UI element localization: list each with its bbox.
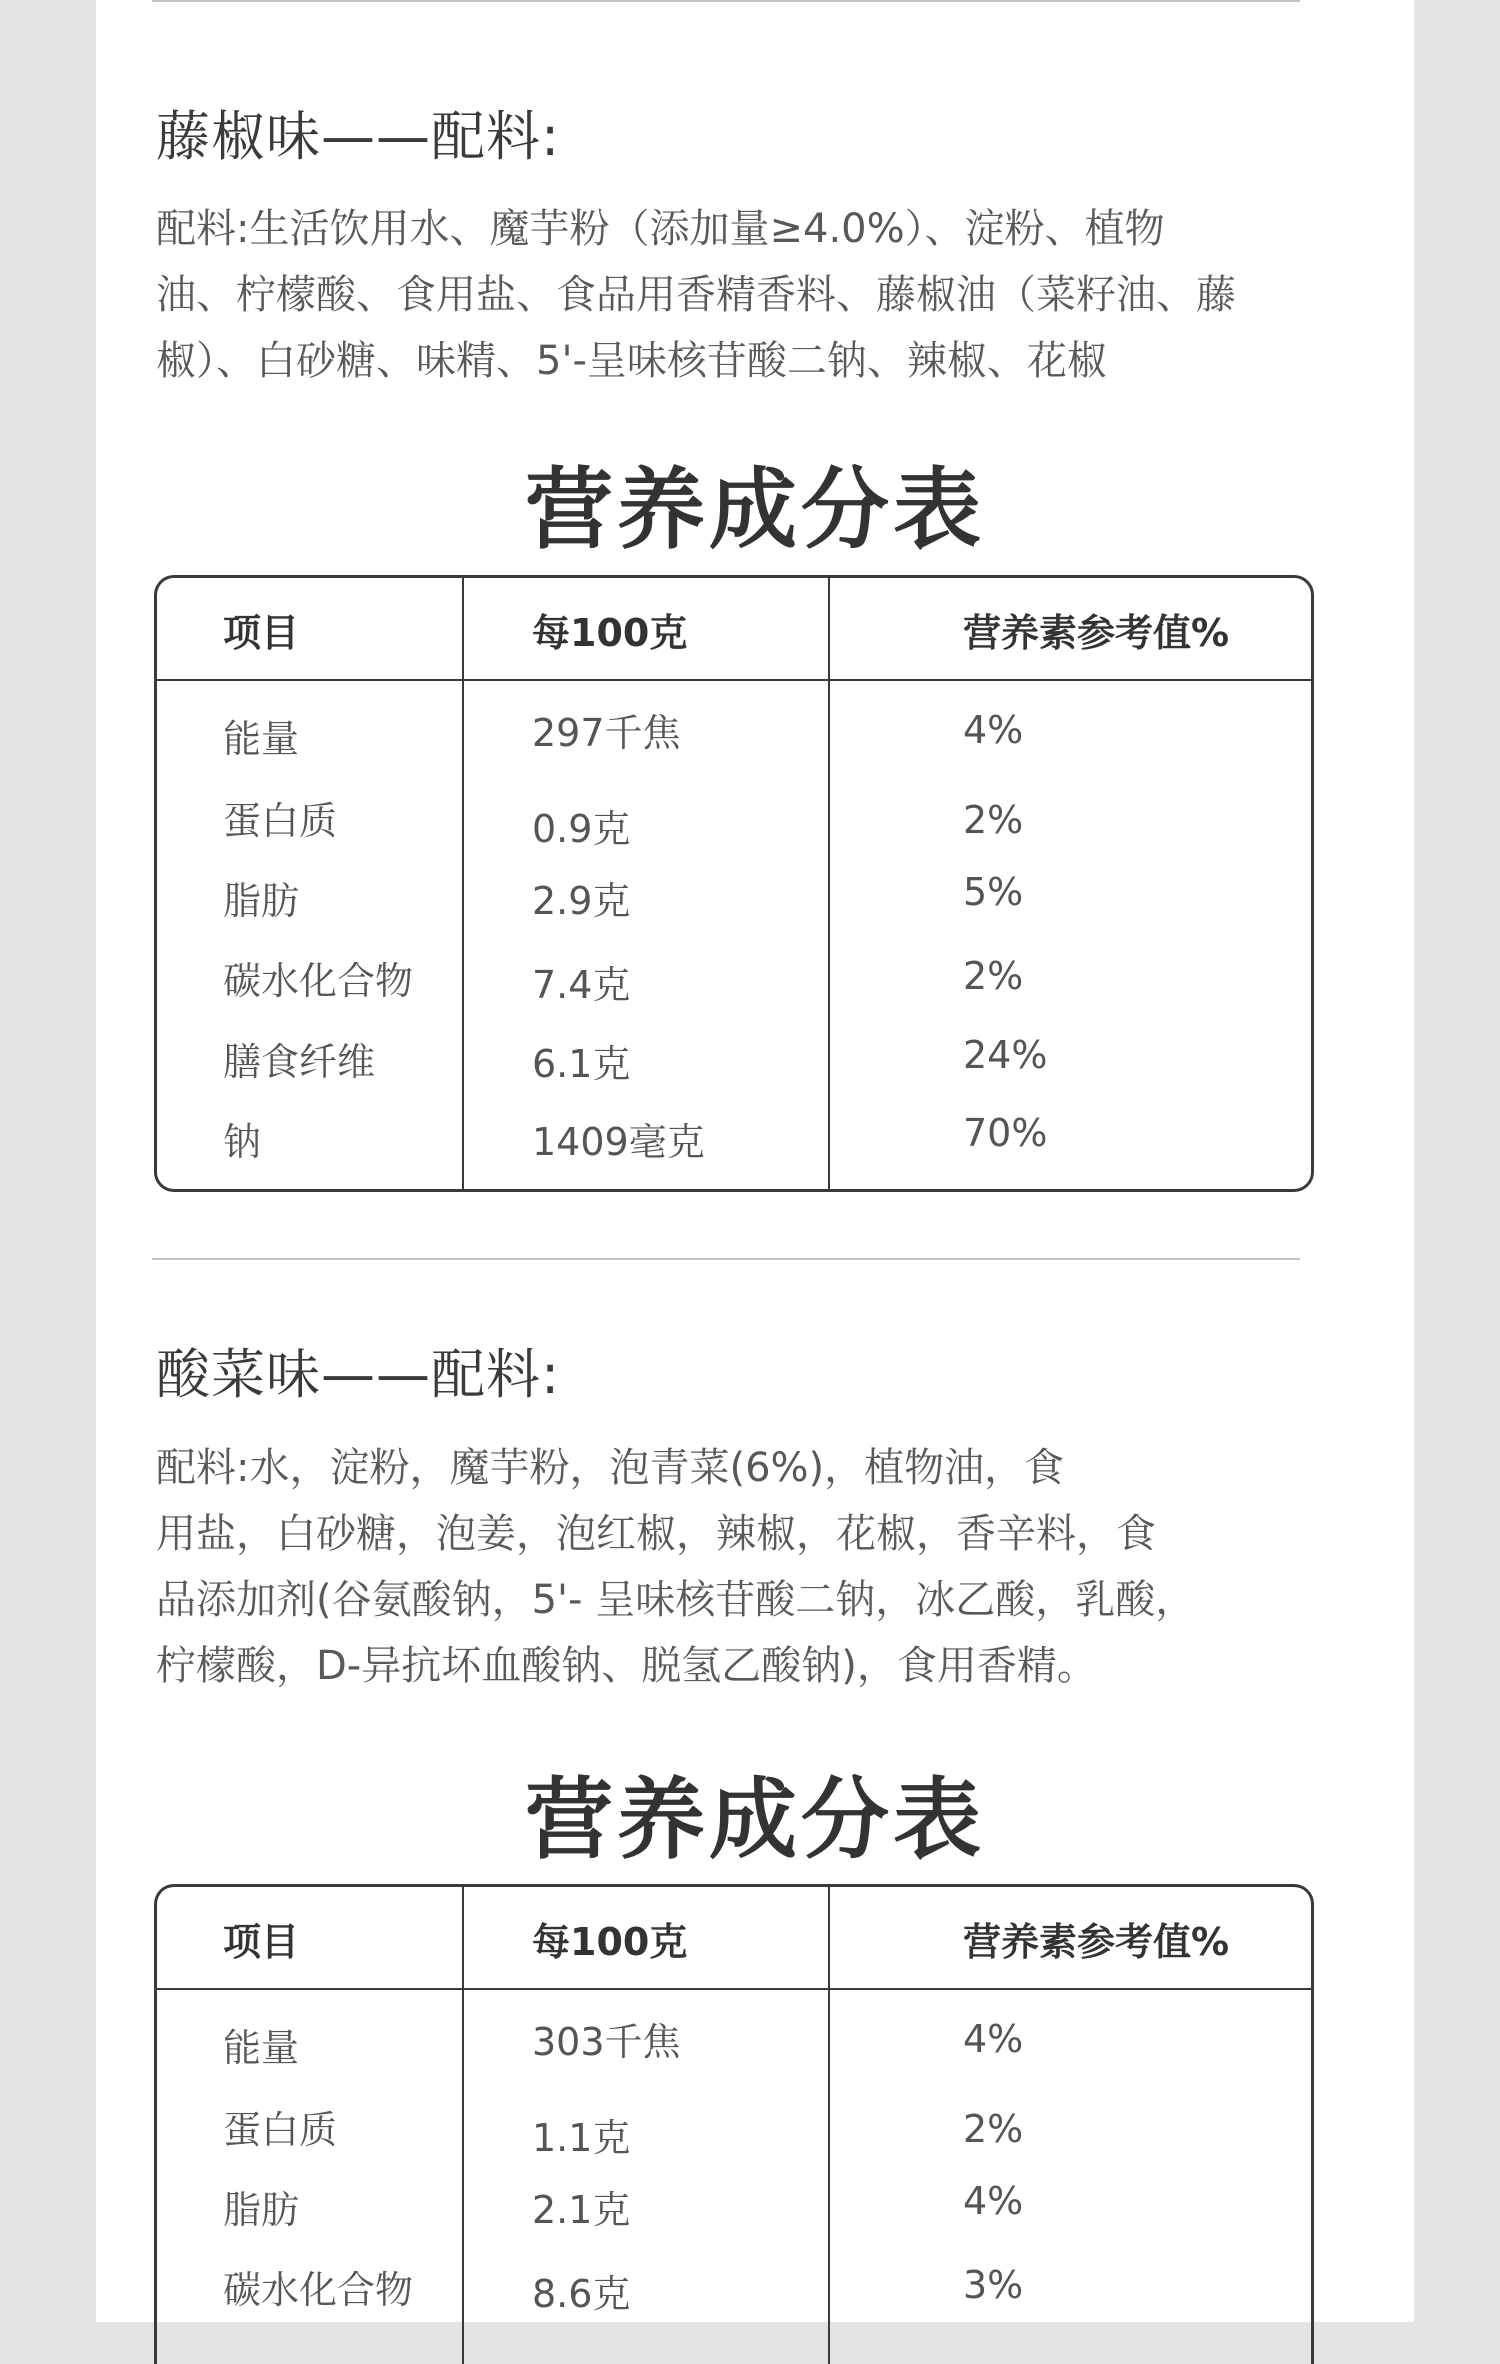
table-cell-item: 蛋白质	[223, 799, 338, 843]
table-cell-nrv: 5%	[963, 870, 1024, 914]
header-divider	[157, 1988, 1311, 1990]
table-cell-nrv: 70%	[963, 1111, 1048, 1155]
section1-nutrition-table	[154, 575, 1314, 1192]
table-cell-nrv: 2%	[963, 798, 1024, 842]
ingredients-line: 油、柠檬酸、食用盐、食品用香精香料、藤椒油（菜籽油、藤	[156, 272, 1236, 318]
header-per-100g: 每100克	[532, 1920, 688, 1964]
header-item: 项目	[223, 611, 300, 655]
section-divider-top	[152, 0, 1300, 2]
column-divider	[828, 1887, 830, 2364]
table-cell-item: 能量	[223, 717, 300, 761]
table-cell-amount: 303千焦	[532, 2020, 681, 2064]
table-cell-nrv: 4%	[963, 2179, 1024, 2223]
table-cell-nrv: 2%	[963, 954, 1024, 998]
section2-heading: 酸菜味——配料:	[156, 1343, 561, 1406]
table-cell-nrv: 4%	[963, 708, 1024, 752]
header-nrv: 营养素参考值%	[963, 1920, 1230, 1964]
table-cell-item: 碳水化合物	[223, 2268, 414, 2312]
column-divider	[828, 578, 830, 1189]
table-cell-nrv: 2%	[963, 2107, 1024, 2151]
section1-table-title: 营养成分表	[524, 458, 985, 561]
column-divider	[462, 578, 464, 1189]
table-cell-item: 脂肪	[223, 879, 300, 923]
section2-ingredients	[156, 1435, 1306, 1699]
table-cell-item: 钠	[223, 1120, 262, 1164]
table-cell-amount: 297千焦	[532, 711, 681, 755]
table-cell-item: 碳水化合物	[223, 959, 414, 1003]
table-cell-amount: 2.9克	[532, 879, 631, 923]
table-cell-nrv: 3%	[963, 2263, 1024, 2307]
header-divider	[157, 679, 1311, 681]
table-cell-amount: 1409毫克	[532, 1120, 705, 1164]
table-cell-item: 蛋白质	[223, 2108, 338, 2152]
section2-nutrition-table	[154, 1884, 1314, 2364]
column-divider	[462, 1887, 464, 2364]
section1-ingredients	[156, 196, 1306, 394]
section1-heading: 藤椒味——配料:	[156, 105, 561, 168]
table-cell-item: 膳食纤维	[223, 1040, 376, 1084]
header-nrv: 营养素参考值%	[963, 611, 1230, 655]
table-cell-amount: 2.1克	[532, 2188, 631, 2232]
ingredients-line: 柠檬酸，D-异抗坏血酸钠、脱氢乙酸钠)，食用香精。	[156, 1643, 1097, 1689]
table-cell-amount: 1.1克	[532, 2116, 631, 2160]
table-cell-amount: 0.9克	[532, 807, 631, 851]
product-detail-page	[96, 0, 1414, 2322]
header-per-100g: 每100克	[532, 611, 688, 655]
table-cell-nrv: 4%	[963, 2017, 1024, 2061]
table-cell-item: 能量	[223, 2026, 300, 2070]
ingredients-line: 用盐，白砂糖，泡姜，泡红椒，辣椒，花椒，香辛料，食	[156, 1511, 1156, 1557]
table-cell-amount: 6.1克	[532, 1042, 631, 1086]
section-divider	[152, 1258, 1300, 1260]
ingredients-line: 配料:生活饮用水、魔芋粉（添加量≥4.0%）、淀粉、植物	[156, 206, 1165, 252]
ingredients-line: 椒）、白砂糖、味精、5'-呈味核苷酸二钠、辣椒、花椒	[156, 338, 1107, 384]
section2-table-title: 营养成分表	[524, 1768, 985, 1871]
table-cell-item: 脂肪	[223, 2188, 300, 2232]
table-cell-amount: 8.6克	[532, 2272, 631, 2316]
ingredients-line: 品添加剂(谷氨酸钠，5'- 呈味核苷酸二钠，冰乙酸，乳酸，	[156, 1577, 1196, 1623]
header-item: 项目	[223, 1920, 300, 1964]
table-cell-nrv: 24%	[963, 1033, 1048, 1077]
table-cell-amount: 7.4克	[532, 963, 631, 1007]
ingredients-line: 配料:水，淀粉，魔芋粉，泡青菜(6%)，植物油，食	[156, 1445, 1065, 1491]
